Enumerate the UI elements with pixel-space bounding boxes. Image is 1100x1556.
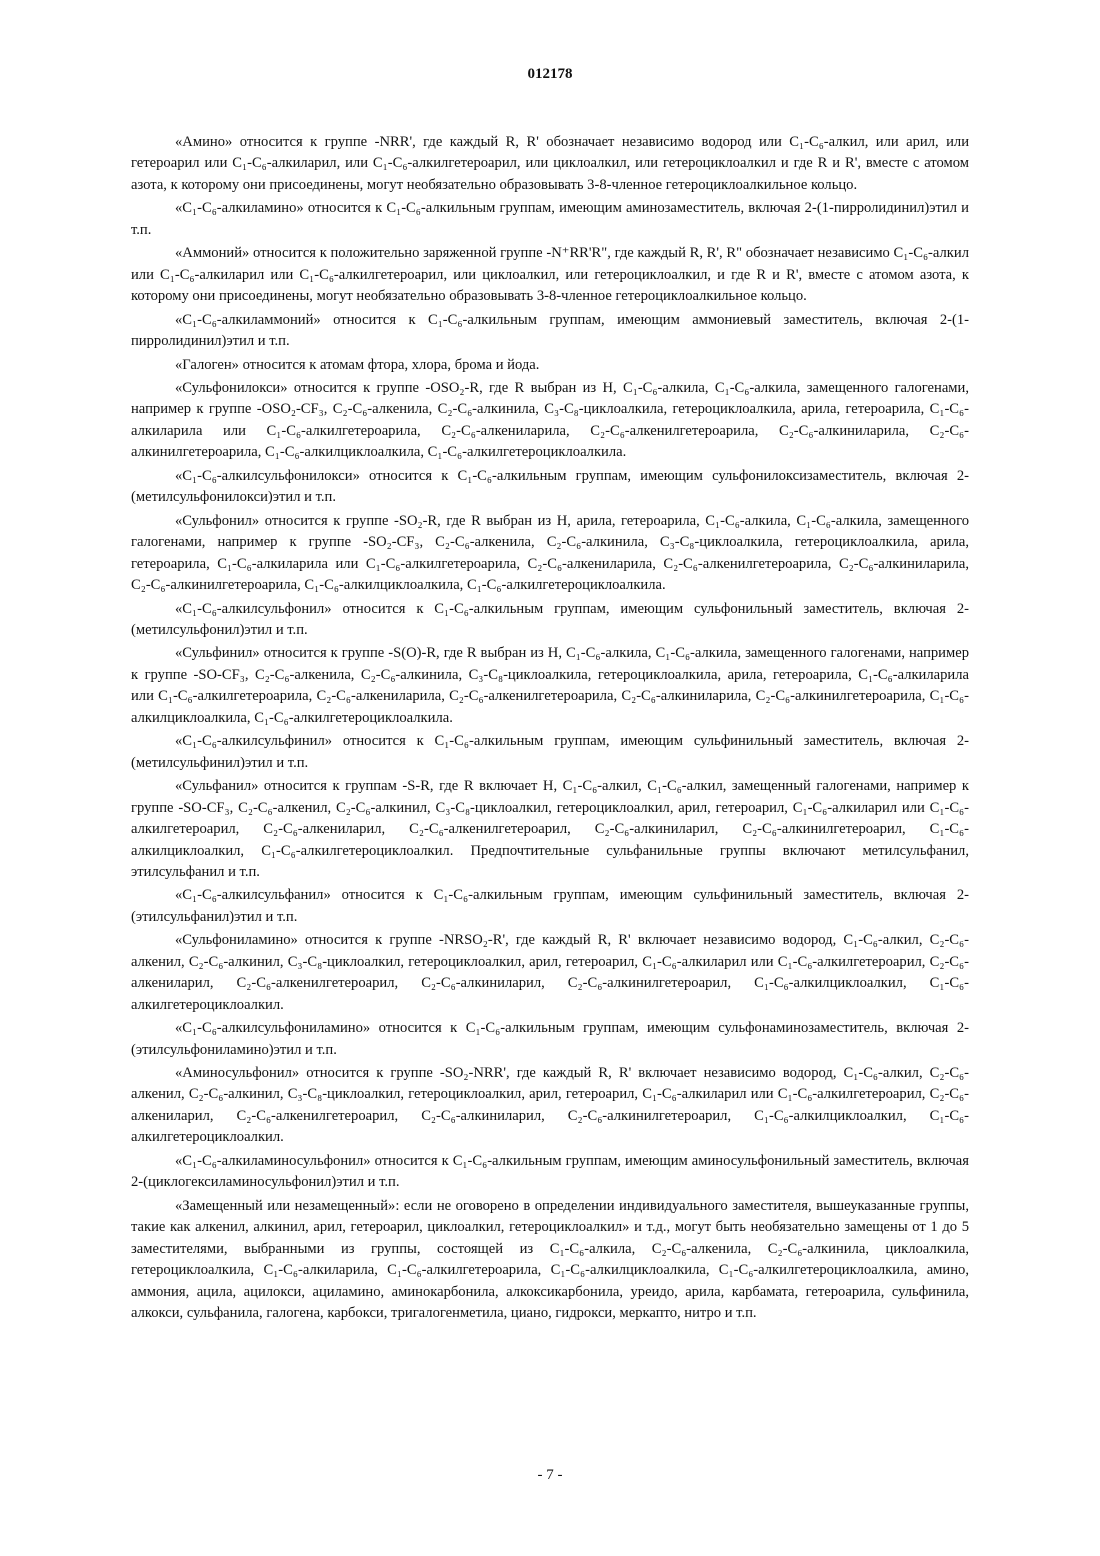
paragraph-alkylsulfonyl: «C₁-C₆-алкилсульфонил» относится к C₁-C₆-алкильным группам, имеющим сульфонильный заместитель, включая 2-(метилсульфонил)этил и т.п. — [131, 600, 969, 638]
paragraph-alkylsulfonylamino: «C₁-C₆-алкилсульфониламино» относится к C₁-C₆-алкильным группам, имеющим сульфонаминозаместитель, включая 2-(этилсульфониламино)этил и т.п. — [131, 1020, 969, 1058]
paragraph-sulfonylamino: «Сульфониламино» относится к группе -NRSO₂-R', где каждый R, R' включает независимо водород, C₁-C₆-алкил, C₂-C₆-алкенил, C₂-C₆-алкинил, C₃-C₈-циклоалкил, гетероциклоалкил, арил, гетероарил, C₁-C₆-алкиларил или C₁-C₆-алкилгетероарил, C₂-C₆-алкениларил, C₂-C₆-алкенилгетероарил, C₂-C₆-алкиниларил, C₂-C₆-алкинилгетероарил, C₁-C₆-алкилциклоалкил, C₁-C₆-алкилгетероциклоалкил. — [131, 932, 969, 1013]
page-number: - 7 - — [537, 1467, 563, 1483]
body-text — [131, 132, 969, 1326]
paragraph-ammonium: «Аммоний» относится к положительно заряженной группе -N⁺RR'R", где каждый R, R', R" обозначает независимо C₁-C₆-алкил или C₁-C₆-алкиларил или C₁-C₆-алкилгетероарил, или циклоалкил, или гетероциклоалкил, и где R и R', вместе с атомом азота, к которому они присоединены, могут необязательно образовывать 3-8-членное гетероциклоалкильное кольцо. — [131, 245, 969, 305]
paragraph-alkylsulfinyl: «C₁-C₆-алкилсульфинил» относится к C₁-C₆-алкильным группам, имеющим сульфинильный заместитель, включая 2-(метилсульфинил)этил и т.п. — [131, 733, 969, 771]
paragraph-halogen: «Галоген» относится к атомам фтора, хлора, брома и йода. — [175, 356, 540, 373]
paragraph-alkylsulfanyl: «C₁-C₆-алкилсульфанил» относится к C₁-C₆-алкильным группам, имеющим сульфинильный заместитель, включая 2-(этилсульфанил)этил и т.п. — [131, 887, 969, 925]
document-number: 012178 — [527, 66, 573, 82]
paragraph-alkylaminosulfonyl: «C₁-C₆-алкиламиносульфонил» относится к C₁-C₆-алкильным группам, имеющим аминосульфонильный заместитель, включая 2-(циклогексиламиносульфонил)этил и т.п. — [131, 1152, 969, 1191]
paragraph-sulfonyloxy: «Сульфонилокси» относится к группе -OSO₂-R, где R выбран из H, C₁-C₆-алкила, C₁-C₆-алкила, замещенного галогенами, например к группе -OSO₂-CF₃, C₂-C₆-алкенила, C₂-C₆-алкинила, C₃-C₈-циклоалкила, гетероциклоалкила, арила, гетероарила, C₁-C₆-алкиларила или C₁-C₆-алкилгетероарила, C₂-C₆-алкениларила, C₂-C₆-алкенилгетероарила, C₂-C₆-алкиниларила, C₂-C₆-алкинилгетероарила, C₁-C₆-алкилциклоалкила, C₁-C₆-алкилгетероциклоалкила. — [131, 379, 969, 461]
paragraph-amino: «Амино» относится к группе -NRR', где каждый R, R' обозначает независимо водород или C₁-C₆-алкил, или арил, или гетероарил или C₁-C₆-алкиларил, или C₁-C₆-алкилгетероарил, или циклоалкил, или гетероциклоалкил и где R и R', вместе с атомом азота, к которому они присоединены, могут необязательно образовывать 3-8-членное гетероциклоалкильное кольцо. — [131, 134, 969, 193]
paragraph-substituted: «Замещенный или незамещенный»: если не оговорено в определении индивидуального заместителя, вышеуказанные группы, такие как алкенил, алкинил, арил, гетероарил, циклоалкил, гетероциклоалкил» и т.д., могут быть необязательно замещены от 1 до 5 заместителями, выбранными из группы, состоящей из C₁-C₆-алкила, C₂-C₆-алкенила, C₂-C₆-алкинила, циклоалкила, гетероциклоалкила, C₁-C₆-алкиларила, C₁-C₆-алкилгетероарила, C₁-C₆-алкилциклоалкила, C₁-C₆-алкилгетероциклоалкила, амино, аммония, ацила, ацилокси, ациламино, аминокарбонила, алкоксикарбонила, уреидо, арила, карбамата, гетероарила, сульфинила, алкокси, сульфанила, галогена, карбокси, тригалогенметила, циано, гидрокси, меркапто, нитро и т.п. — [131, 1197, 969, 1322]
paragraph-alkylammonium: «C₁-C₆-алкиламмоний» относится к C₁-C₆-алкильным группам, имеющим аммониевый заместитель, включая 2-(1-пирролидинил)этил и т.п. — [131, 311, 969, 350]
paragraph-sulfonyl: «Сульфонил» относится к группе -SO₂-R, где R выбран из H, арила, гетероарила, C₁-C₆-алкила, C₁-C₆-алкила, замещенного галогенами, например к группе -SO₂-CF₃, C₂-C₆-алкенила, C₂-C₆-алкинила, C₃-C₈-циклоалкила, гетероциклоалкила, арила, гетероарила, C₁-C₆-алкиларила или C₁-C₆-алкилгетероарила, C₂-C₆-алкениларила, C₂-C₆-алкенилгетероарила, C₂-C₆-алкиниларила, C₂-C₆-алкинилгетероарила, C₁-C₆-алкилциклоалкила, C₁-C₆-алкилгетероциклоалкила. — [131, 512, 969, 594]
paragraph-sulfanyl: «Сульфанил» относится к группам -S-R, где R включает H, C₁-C₆-алкил, C₁-C₆-алкил, замещенный галогенами, например к группе -SO-CF₃, C₂-C₆-алкенил, C₂-C₆-алкинил, C₃-C₈-циклоалкил, гетероциклоалкил, арил, гетероарил, C₁-C₆-алкиларил или C₁-C₆-алкилгетероарил, C₂-C₆-алкениларил, C₂-C₆-алкенилгетероарил, C₂-C₆-алкиниларил, C₂-C₆-алкинилгетероарил, C₁-C₆-алкилциклоалкил, C₁-C₆-алкилгетероциклоалкил. Предпочтительные сульфанильные группы включают метилсульфанил, этилсульфанил и т.п. — [131, 778, 969, 880]
paragraph-alkylsulfonyloxy: «C₁-C₆-алкилсульфонилокси» относится к C₁-C₆-алкильным группам, имеющим сульфонилоксизаместитель, включая 2-(метилсульфонилокси)этил и т.п. — [131, 467, 969, 506]
paragraph-alkylamino: «C₁-C₆-алкиламино» относится к C₁-C₆-алкильным группам, имеющим аминозаместитель, включая 2-(1-пирролидинил)этил и т.п. — [131, 200, 969, 238]
paragraph-aminosulfonyl: «Аминосульфонил» относится к группе -SO₂-NRR', где каждый R, R' включает независимо водород, C₁-C₆-алкил, C₂-C₆-алкенил, C₂-C₆-алкинил, C₃-C₈-циклоалкил, гетероциклоалкил, арил, гетероарил, C₁-C₆-алкиларил или C₁-C₆-алкилгетероарил, C₂-C₆-алкениларил, C₂-C₆-алкенилгетероарил, C₂-C₆-алкиниларил, C₂-C₆-алкинилгетероарил, C₁-C₆-алкилциклоалкил, C₁-C₆-алкилгетероциклоалкил. — [131, 1065, 969, 1146]
paragraph-sulfinyl: «Сульфинил» относится к группе -S(O)-R, где R выбран из H, C₁-C₆-алкила, C₁-C₆-алкила, замещенного галогенами, например к группе -SO-CF₃, C₂-C₆-алкенила, C₂-C₆-алкинила, C₃-C₈-циклоалкила, гетероциклоалкила, арила, гетероарила, C₁-C₆-алкиларила или C₁-C₆-алкилгетероарила, C₂-C₆-алкениларила, C₂-C₆-алкенилгетероарила, C₂-C₆-алкиниларила, C₂-C₆-алкинилгетероарила, C₁-C₆-алкилциклоалкила, C₁-C₆-алкилгетероциклоалкила. — [131, 645, 969, 726]
